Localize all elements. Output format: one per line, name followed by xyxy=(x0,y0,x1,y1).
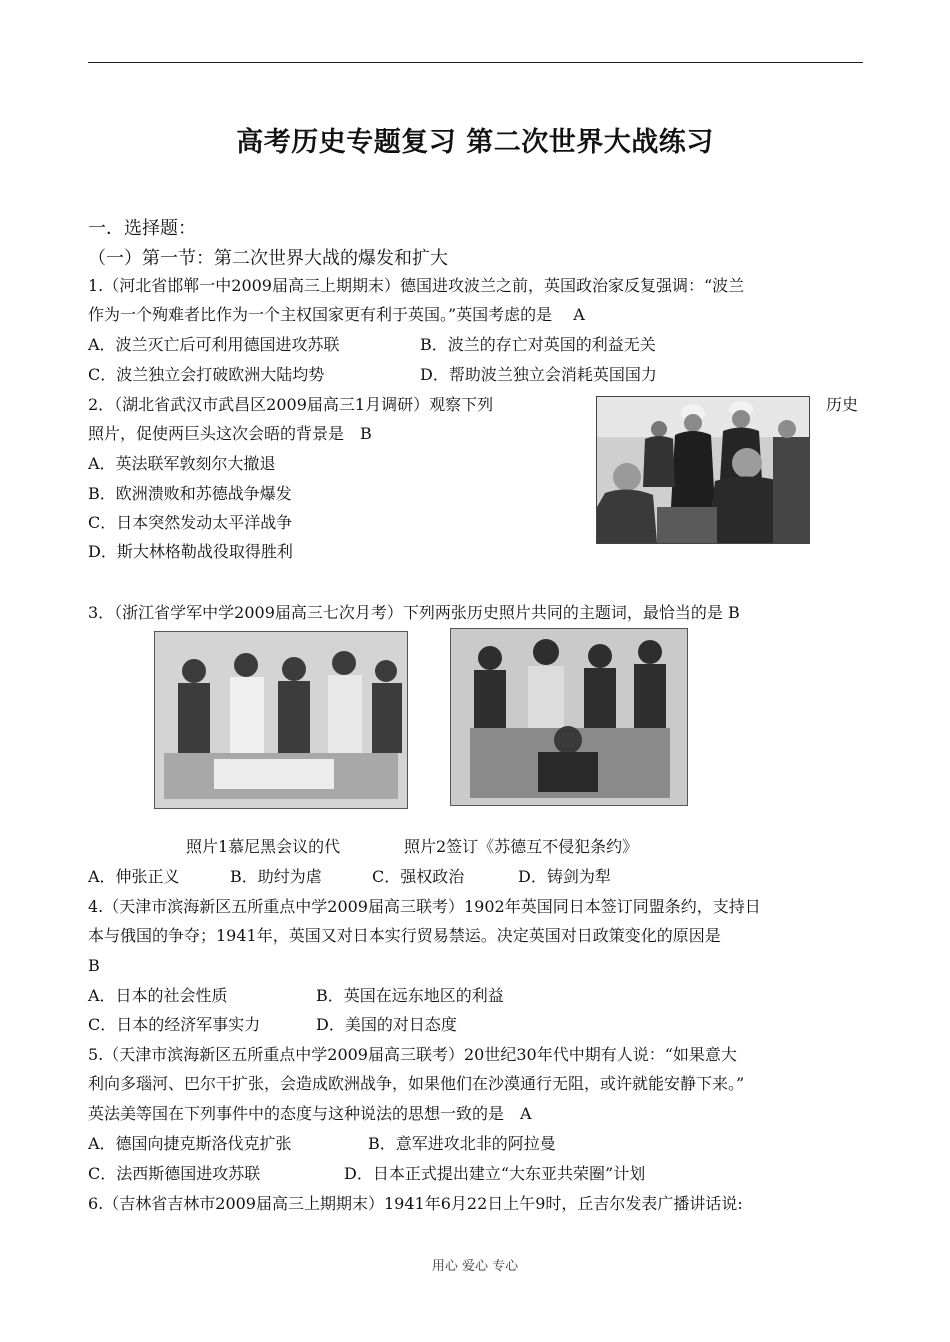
q3-caption-2: 照片2签订《苏德互不侵犯条约》 xyxy=(404,837,639,856)
q2-line-1: 2．（湖北省武汉市武昌区2009届高三1月调研）观察下列 xyxy=(88,395,494,414)
q4-line-2: 本与俄国的争夺；1941年，英国又对日本实行贸易禁运。决定英国对日政策变化的原因是 xyxy=(88,926,721,945)
q5-line-1: 5.（天津市滨海新区五所重点中学2009届高三联考）20世纪30年代中期有人说：“如果意大 xyxy=(88,1045,737,1064)
q5-option-b: B．意军进攻北非的阿拉曼 xyxy=(368,1134,556,1153)
q2-option-c: C．日本突然发动太平洋战争 xyxy=(88,513,293,532)
page-footer: 用心 爱心 专心 xyxy=(431,1259,519,1274)
q1-option-a: A．波兰灭亡后可利用德国进攻苏联 xyxy=(88,335,340,354)
section-heading: 一．选择题： xyxy=(88,218,196,239)
q2-option-a: A．英法联军敦刻尔大撤退 xyxy=(88,454,276,473)
q4-option-a: A．日本的社会性质 xyxy=(88,986,228,1005)
subsection-heading: （一）第一节：第二次世界大战的爆发和扩大 xyxy=(88,248,448,269)
q3-option-b: B．助纣为虐 xyxy=(230,867,322,886)
q1-option-b: B．波兰的存亡对英国的利益无关 xyxy=(420,335,656,354)
q2-option-b: B．欧洲溃败和苏德战争爆发 xyxy=(88,484,292,503)
q1-option-d: D．帮助波兰独立会消耗英国国力 xyxy=(420,365,657,384)
q4-line-1: 4.（天津市滨海新区五所重点中学2009届高三联考）1902年英国同日本签订同盟条约，支持日 xyxy=(88,897,761,916)
q2-line-2: 照片，促使两巨头这次会晤的背景是 B xyxy=(88,424,372,443)
q5-option-c: C．法西斯德国进攻苏联 xyxy=(88,1164,261,1183)
q3-caption-1: 照片1慕尼黑会议的代 xyxy=(186,837,341,856)
q2-historical-photo xyxy=(596,396,810,544)
q3-photo-1 xyxy=(154,631,408,809)
q3-line-1: 3．（浙江省学军中学2009届高三七次月考）下列两张历史照片共同的主题词，最恰当的是 B xyxy=(88,603,740,622)
q3-option-d: D．铸剑为犁 xyxy=(518,867,611,886)
q3-photo-2 xyxy=(450,628,688,806)
q2-option-d: D．斯大林格勒战役取得胜利 xyxy=(88,542,293,561)
q4-option-b: B．英国在远东地区的利益 xyxy=(316,986,504,1005)
q2-line-1-tail: 历史 xyxy=(826,395,859,414)
page-title: 高考历史专题复习 第二次世界大战练习 xyxy=(236,127,714,158)
q4-option-c: C．日本的经济军事实力 xyxy=(88,1015,261,1034)
header-rule xyxy=(88,62,863,63)
q3-option-c: C．强权政治 xyxy=(372,867,465,886)
q5-option-d: D．日本正式提出建立“大东亚共荣圈”计划 xyxy=(344,1164,646,1183)
q1-line-2: 作为一个殉难者比作为一个主权国家更有利于英国。”英国考虑的是 A xyxy=(88,305,585,324)
q5-line-3: 英法美等国在下列事件中的态度与这种说法的思想一致的是 A xyxy=(88,1104,532,1123)
q1-line-1: 1.（河北省邯郸一中2009届高三上期期末）德国进攻波兰之前，英国政治家反复强调：“波兰 xyxy=(88,276,745,295)
q1-option-c: C．波兰独立会打破欧洲大陆均势 xyxy=(88,365,325,384)
q5-option-a: A．德国向捷克斯洛伐克扩张 xyxy=(88,1134,292,1153)
q3-option-a: A．伸张正义 xyxy=(88,867,180,886)
q4-option-d: D．美国的对日态度 xyxy=(316,1015,457,1034)
q6-line-1: 6.（吉林省吉林市2009届高三上期期末）1941年6月22日上午9时，丘吉尔发表广播讲话说: xyxy=(88,1194,743,1213)
q4-line-3: B xyxy=(88,956,100,975)
q5-line-2: 利向多瑙河、巴尔干扩张，会造成欧洲战争，如果他们在沙漠通行无阻，或许就能安静下来。” xyxy=(88,1074,745,1093)
